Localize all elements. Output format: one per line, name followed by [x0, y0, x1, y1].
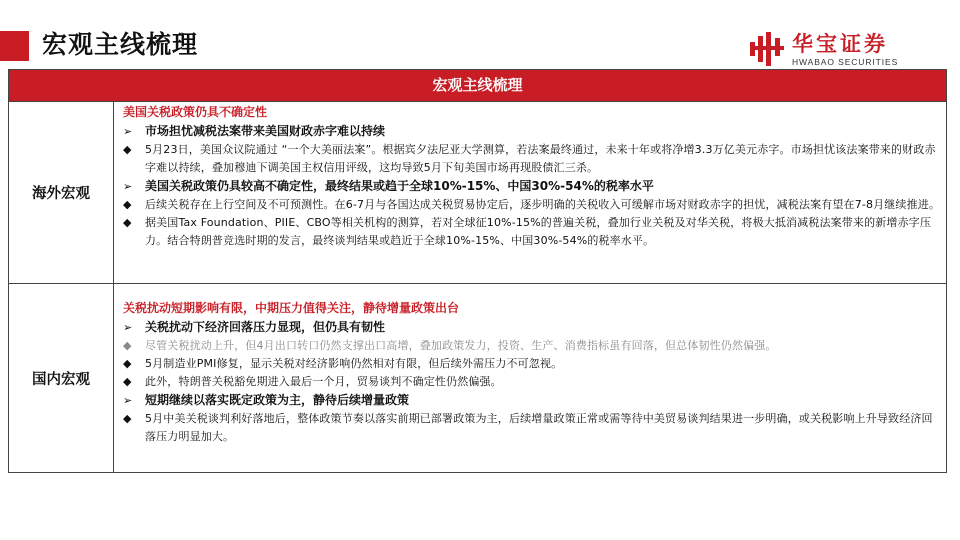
subheading-text: 市场担忧减税法案带来美国财政赤字难以持续	[145, 124, 386, 138]
bullet-text: 5月中美关税谈判利好落地后，整体政策节奏以落实前期已部署政策为主，后续增量政策正常或需等待中美贸易谈判结果进一步明确，或关税影响上升导致经济回落压力明显加大。	[145, 412, 933, 443]
subheading-text: 关税扰动下经济回落压力显现，但仍具有韧性	[145, 320, 386, 334]
arrow-bullet-icon: ➢	[123, 180, 133, 193]
subheading-text: 美国关税政策仍具较高不确定性，最终结果或趋于全球10%-15%、中国30%-54%的税率水平	[145, 179, 654, 193]
macro-table	[8, 69, 947, 473]
bullet-text: 后续关税存在上行空间及不可预测性。在6-7月与各国达成关税贸易协定后，逐步明确的关税收入可缓解市场对财政赤字的担忧，减税法案有望在7-8月继续推进。	[145, 198, 941, 211]
subheading	[123, 122, 943, 141]
logo-text-en: HWABAO SECURITIES	[792, 57, 899, 67]
subheading	[123, 177, 943, 196]
logo-text-cn: 华宝证券	[792, 32, 888, 56]
bullet-item	[123, 141, 943, 177]
bullet-item	[123, 410, 943, 446]
bullet-item	[123, 355, 943, 373]
arrow-bullet-icon: ➢	[123, 125, 133, 138]
company-logo	[748, 30, 928, 68]
subheading-text: 短期继续以落实既定政策为主，静待后续增量政策	[145, 393, 410, 407]
diamond-bullet-icon: ◆	[123, 357, 132, 370]
bullet-text: 尽管关税扰动上升，但4月出口转口仍然支撑出口高增，叠加政策发力，投资、生产、消费指标虽有回落，但总体韧性仍然偏强。	[145, 339, 777, 352]
arrow-bullet-icon: ➢	[123, 394, 133, 407]
diamond-bullet-icon: ◆	[123, 339, 132, 352]
bullet-text: 5月23日，美国众议院通过 “一个大美丽法案”。根据宾夕法尼亚大学测算，若法案最终通过，未来十年或将净增3.3万亿美元赤字。市场担忧该法案带来的财政赤字难以持续，叠加穆迪下调美国主权信用评级，这均导致5月下旬美国市场再现股债汇三杀。	[145, 143, 936, 174]
diamond-bullet-icon: ◆	[123, 198, 132, 211]
bullet-text: 此外，特朗普关税豁免期进入最后一个月，贸易谈判不确定性仍然偏强。	[145, 375, 502, 388]
bullet-item	[123, 196, 943, 214]
diamond-bullet-icon: ◆	[123, 375, 132, 388]
section-title: 关税扰动短期影响有限，中期压力值得关注，静待增量政策出台	[123, 301, 460, 315]
subheading	[123, 391, 943, 410]
diamond-bullet-icon: ◆	[123, 143, 132, 156]
bullet-text: 5月制造业PMI修复，显示关税对经济影响仍然相对有限，但后续外需压力不可忽视。	[145, 357, 563, 370]
section-title: 美国关税政策仍具不确定性	[123, 105, 268, 119]
subheading	[123, 318, 943, 337]
bullet-text: 据美国Tax Foundation、PIIE、CBO等相关机构的测算，若对全球征10%-15%的普遍关税，叠加行业关税及对华关税，将极大抵消减税法案带来的新增赤字压力。结合特朗普竞选时期的发言，最终谈判结果或趋近于全球10%-15%、中国30%-54%的税率水平。	[145, 216, 931, 247]
table-header: 宏观主线梳理	[9, 70, 946, 101]
row-body-domestic	[123, 299, 943, 446]
row-body-overseas	[123, 103, 943, 250]
row-domestic	[9, 283, 946, 472]
bullet-item	[123, 373, 943, 391]
logo-mark-icon	[748, 30, 788, 68]
bullet-item	[123, 337, 943, 355]
title-accent-block	[0, 31, 29, 61]
page-title: 宏观主线梳理	[42, 30, 199, 59]
diamond-bullet-icon: ◆	[123, 412, 132, 425]
arrow-bullet-icon: ➢	[123, 321, 133, 334]
bullet-item	[123, 214, 943, 250]
diamond-bullet-icon: ◆	[123, 216, 132, 229]
row-label-domestic: 国内宏观	[9, 284, 114, 472]
row-label-overseas: 海外宏观	[9, 102, 114, 283]
row-overseas	[9, 101, 946, 283]
